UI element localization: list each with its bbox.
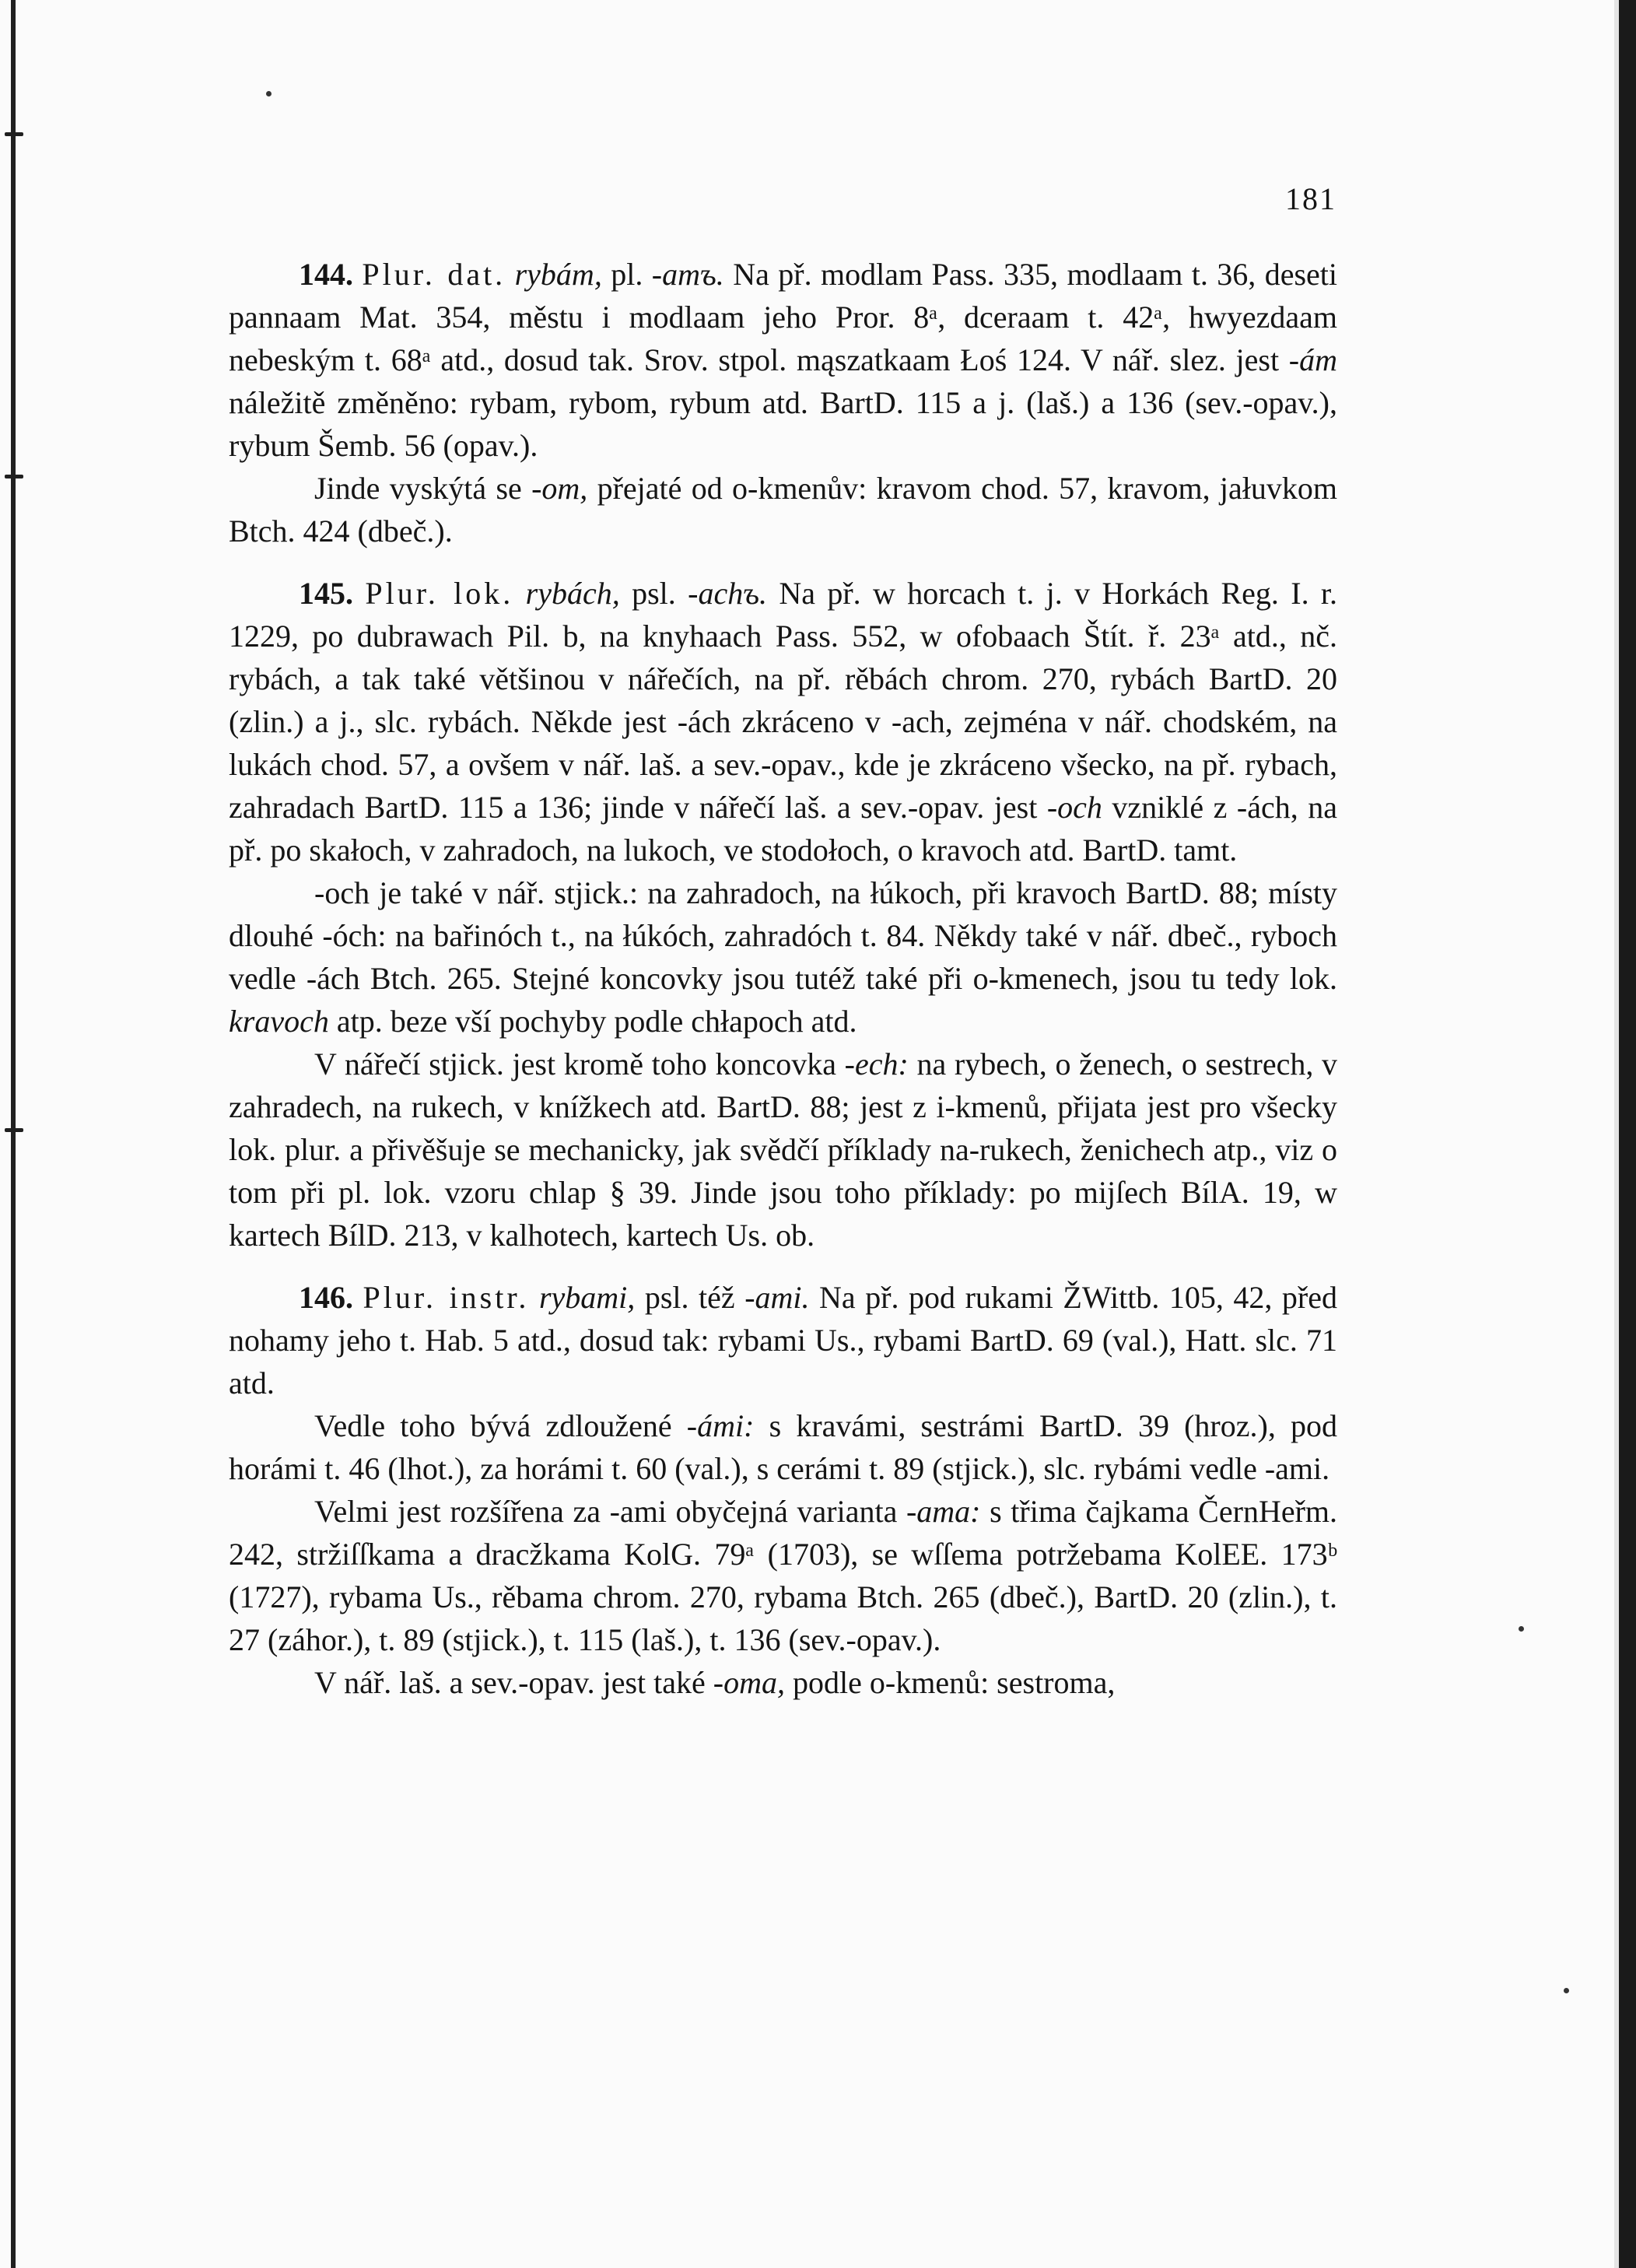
- paragraph-text: s kravámi, sestrámi BartD. 39 (hroz.), pod horámi t. 46 (lhot.), za horámi t. 60 (val.), s cerámi t. 89 (stjick.), slc. rybámi vedle -ami.: [229, 1408, 1337, 1486]
- source-language-label: psl.: [632, 576, 676, 611]
- grammar-case-label: Plur. lok.: [365, 576, 514, 611]
- section-paragraph: [229, 1276, 1337, 1404]
- paragraph-text: Vedle toho bývá zdloužené: [314, 1408, 672, 1443]
- reconstructed-ending: -achъ.: [688, 576, 767, 611]
- scan-speck: [266, 91, 271, 96]
- ending-term: -om,: [531, 471, 588, 506]
- scan-edge-mark: [5, 475, 23, 478]
- paragraph-text: V nář. laš. a sev.-opav. jest také: [314, 1665, 706, 1700]
- paragraph-text: vzniklé z -ách, na př. po skałoch, v zahradoch, na lukoch, ve stodołoch, o kravoch atd. BartD. tamt.: [229, 790, 1337, 868]
- section-146: [229, 1276, 1337, 1704]
- section-number: 145.: [299, 576, 353, 611]
- paragraph-text: na rybech, o ženech, o sestrech, v zahradech, na rukech, v knížkech atd. BartD. 88; jest z i-kmenů, přijata jest pro všecky lok. plur. a přivěšuje se mechanicky, jak svědčí příklady na-rukech, ženichech atp., viz o tom při pl. lok. vzoru chlap § 39. Jinde jsou toho příklady: po mijſech BílA. 19, w kartech BílD. 213, v kalhotech, kartech Us. ob.: [229, 1046, 1338, 1253]
- section-paragraph: [229, 253, 1337, 467]
- section-paragraph: [229, 871, 1337, 1043]
- reconstructed-ending: -amъ.: [651, 257, 724, 292]
- headword: rybách,: [525, 576, 620, 611]
- paragraph-text: Na př. w horcach t. j. v Horkách Reg. I. r. 1229, po dubrawach Pil. b, na knyhaach Pass. 552, w ofobaach Štít. ř. 23ᵃ atd., nč. rybách, a tak také většinou v nářečích, na př. rěbách chrom. 270, rybách BartD. 20 (zlin.) a j., slc. rybách. Někde jest -ách zkráceno v -ach, zejména v nář. chodském, na lukách chod. 57, a ovšem v nář. laš. a sev.-opav., kde je zkráceno všecko, na př. rybach, zahradach BartD. 115 a 136; jinde v nářečí laš. a sev.-opav. jest: [229, 576, 1338, 825]
- paragraph-text: Na př. modlam Pass. 335, modlaam t. 36, deseti pannaam Mat. 354, městu i modlaam jeho Pror. 8ᵃ, dceraam t. 42ᵃ, hwyezdaam nebeským t. 68ᵃ atd., dosud tak. Srov. stpol. mąszatkaam Łoś 124. V nář. slez. jest: [229, 257, 1338, 377]
- paragraph-text: náležitě změněno: rybam, rybom, rybum atd. BartD. 115 a j. (laš.) a 136 (sev.-opav.), rybum Šemb. 56 (opav.).: [229, 385, 1337, 463]
- section-paragraph: [229, 1043, 1337, 1257]
- ending-term: -ech:: [844, 1046, 909, 1081]
- headword: rybám,: [514, 257, 602, 292]
- paragraph-text: Velmi jest rozšířena za -ami obyčejná varianta: [314, 1494, 898, 1529]
- paragraph-text: Jinde vyskýtá se: [314, 471, 522, 506]
- section-144: [229, 253, 1337, 552]
- section-number: 144.: [299, 257, 353, 292]
- scan-speck: [1564, 1988, 1569, 1993]
- grammar-case-label: Plur. instr.: [363, 1280, 530, 1315]
- source-language-label: psl. též: [644, 1280, 735, 1315]
- page-number: 181: [1285, 181, 1336, 216]
- scan-edge-mark: [5, 132, 23, 136]
- scan-speck: [1519, 1626, 1524, 1632]
- ending-term: -ámi:: [686, 1408, 755, 1443]
- section-145: [229, 572, 1337, 1257]
- paragraph-text: V nářečí stjick. jest kromě toho koncovka: [314, 1046, 836, 1081]
- paragraph-text: podle o-kmenů: sestroma,: [793, 1665, 1116, 1700]
- source-language-label: pl.: [611, 257, 643, 292]
- ending-term: -ama:: [906, 1494, 981, 1529]
- ending-term: -och: [1046, 790, 1102, 825]
- section-paragraph: [229, 1661, 1337, 1704]
- section-paragraph: [229, 1404, 1337, 1490]
- page-content: [229, 253, 1337, 1704]
- paragraph-text: s třima čajkama ČernHeřm. 242, stržiſſkama a dracžkama KolG. 79ᵃ (1703), se wſſema potržebama KolEE. 173ᵇ (1727), rybama Us., rěbama chrom. 270, rybama Btch. 265 (dbeč.), BartD. 20 (zlin.), t. 27 (záhor.), t. 89 (stjick.), t. 115 (laš.), t. 136 (sev.-opav.).: [229, 1494, 1338, 1657]
- section-paragraph: [229, 572, 1337, 871]
- scan-right-edge-bar: [1619, 0, 1636, 2268]
- section-paragraph: [229, 1490, 1337, 1661]
- paragraph-text: přejaté od o-kmenův: kravom chod. 57, kravom, jałuvkom Btch. 424 (dbeč.).: [229, 471, 1337, 549]
- scan-edge-mark: [5, 1128, 23, 1132]
- ending-term: -oma,: [713, 1665, 786, 1700]
- ending-term: -ám: [1288, 342, 1337, 377]
- section-number: 146.: [299, 1280, 353, 1315]
- section-paragraph: [229, 467, 1337, 552]
- scan-left-edge-line: [11, 0, 16, 2268]
- paragraph-text: Na př. pod rukami ŽWittb. 105, 42, před nohamy jeho t. Hab. 5 atd., dosud tak: rybami Us., rybami BartD. 69 (val.), Hatt. slc. 71 atd.: [229, 1280, 1337, 1400]
- headword: rybami,: [538, 1280, 636, 1315]
- ending-term: kravoch: [229, 1004, 329, 1039]
- grammar-case-label: Plur. dat.: [362, 257, 506, 292]
- paragraph-text: atp. beze vší pochyby podle chłapoch atd.: [336, 1004, 857, 1039]
- paragraph-text: -och je také v nář. stjick.: na zahradoch, na łúkoch, při kravoch BartD. 88; místy dlouhé -óch: na bařinóch t., na łúkóch, zahradóch t. 84. Někdy také v nář. dbeč., ryboch vedle -ách Btch. 265. Stejné koncovky jsou tutéž také při o-kmenech, jsou tu tedy lok.: [229, 875, 1337, 996]
- reconstructed-ending: -ami.: [744, 1280, 810, 1315]
